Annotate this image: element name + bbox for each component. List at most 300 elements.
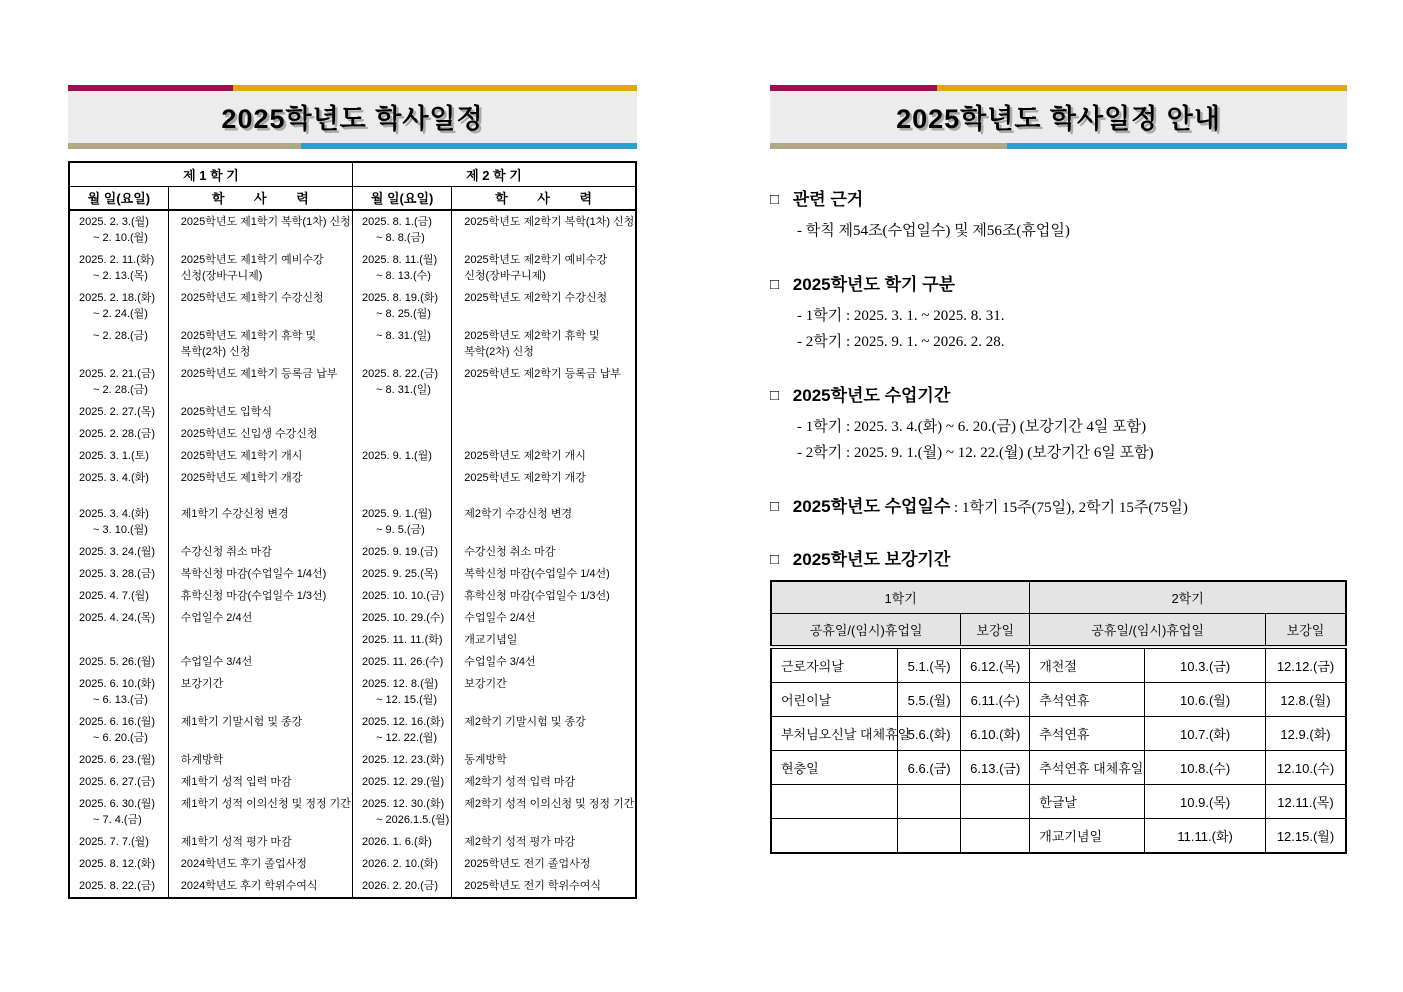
spacer-cell (452, 489, 636, 503)
date-text: 2025. 5. 26.(월) (79, 656, 156, 668)
event-text: 2025학년도 제2학기 휴학 및 (464, 330, 600, 342)
calendar-row (69, 875, 636, 898)
date-text: 2025. 3. 4.(화) (79, 508, 149, 520)
date-text: 2025. 12. 8.(월) (361, 678, 439, 690)
calendar-row (69, 673, 636, 711)
calendar-row (69, 771, 636, 793)
event-cell (452, 287, 636, 325)
event-text: 제2학기 성적 이의신청 및 정정 기간 (464, 798, 635, 810)
date-text: ~ 6. 13.(금) (93, 694, 148, 706)
date-text: 2025. 2. 18.(화) (79, 292, 156, 304)
event-text: 제2학기 성적 평가 마감 (464, 836, 576, 848)
date-cell (69, 210, 168, 249)
holiday-date-cell: 10.6.(월) (1145, 683, 1266, 717)
banner-body (68, 91, 637, 143)
section-heading (770, 274, 1347, 297)
date-text: 2025. 12. 23.(화) (361, 754, 445, 766)
gold-rule-segment (937, 85, 1347, 91)
holiday-name-cell: 부처님오신날 대체휴일 (771, 717, 898, 751)
date-cell (352, 563, 451, 585)
date-cell (352, 793, 451, 831)
date-cell (352, 711, 451, 749)
makeup-row (771, 717, 1346, 751)
calendar-row (69, 363, 636, 401)
section-item: - 학칙 제54조(수업일수) 및 제56조(휴업일) (797, 223, 1070, 239)
date-cell (352, 831, 451, 853)
event-cell (168, 467, 352, 489)
event-cell (168, 853, 352, 875)
square-bullet-icon: □ (770, 191, 780, 208)
title-banner-right (770, 85, 1347, 149)
event-cell (452, 445, 636, 467)
event-cell (168, 423, 352, 445)
event-cell (168, 673, 352, 711)
date-text: 2025. 12. 16.(화) (361, 716, 445, 728)
event-cell (168, 875, 352, 898)
banner-bottom-rule (68, 143, 637, 149)
event-cell (452, 673, 636, 711)
date-text: 2025. 7. 7.(월) (79, 836, 149, 848)
event-cell (168, 445, 352, 467)
date-cell (69, 651, 168, 673)
date-text: ~ 7. 4.(금) (93, 814, 142, 826)
event-cell (168, 287, 352, 325)
square-bullet-icon: □ (770, 498, 780, 515)
date-text: 2025. 3. 28.(금) (79, 568, 156, 580)
event-cell (168, 503, 352, 541)
date-text: 2025. 12. 30.(화) (361, 798, 445, 810)
event-cell (168, 401, 352, 423)
event-text: 동계방학 (464, 754, 507, 766)
date-text: ~ 8. 31.(일) (375, 330, 431, 342)
academic-calendar-table (68, 161, 637, 899)
date-text: 2025. 8. 22.(금) (79, 880, 156, 892)
date-cell (352, 673, 451, 711)
section-item: - 1학기 : 2025. 3. 1. ~ 2025. 8. 31. (797, 308, 1005, 324)
square-bullet-icon: □ (770, 387, 780, 404)
event-cell (168, 749, 352, 771)
date-text: 2025. 11. 26.(수) (361, 656, 444, 668)
event-cell (168, 607, 352, 629)
maroon-rule-segment (770, 85, 937, 91)
makeup-date-cell: 12.11.(목) (1266, 785, 1347, 819)
event-cell (452, 793, 636, 831)
event-text: 복학신청 마감(수업일수 1/4선) (464, 568, 610, 580)
date-cell (69, 423, 168, 445)
event-text: 수강신청 취소 마감 (464, 546, 556, 558)
event-text: 2025학년도 제1학기 개시 (180, 450, 303, 462)
section-heading-text: 2025학년도 보강기간 (788, 550, 951, 569)
event-cell (452, 607, 636, 629)
makeup-column-header: 보강일 (961, 614, 1030, 648)
calendar-row (69, 585, 636, 607)
calendar-spacer-row (69, 489, 636, 503)
section-heading (770, 549, 1347, 572)
date-text: ~ 12. 15.(월) (375, 694, 438, 706)
date-text: 2025. 2. 3.(월) (79, 216, 149, 228)
date-text: 2025. 2. 27.(목) (79, 406, 156, 418)
date-text: ~ 12. 22.(월) (375, 732, 438, 744)
calendar-row (69, 503, 636, 541)
date-text: 2025. 12. 29.(월) (361, 776, 445, 788)
date-text: 2025. 6. 10.(화) (79, 678, 156, 690)
holiday-name-cell: 근로자의날 (771, 647, 898, 683)
event-cell (168, 563, 352, 585)
holiday-date-cell: 5.5.(월) (898, 683, 961, 717)
date-text: ~ 6. 20.(금) (93, 732, 148, 744)
semester1-header: 제 1 학 기 (69, 162, 352, 187)
makeup-sem1-header: 1학기 (771, 581, 1030, 614)
banner-bottom-rule (770, 143, 1347, 149)
makeup-date-cell (961, 785, 1030, 819)
date-cell (69, 401, 168, 423)
makeup-date-cell: 6.12.(목) (961, 647, 1030, 683)
event-text: 수업일수 3/4선 (180, 656, 253, 668)
date-cell (352, 585, 451, 607)
holiday-name-cell (771, 785, 898, 819)
event-text: 2025학년도 입학식 (180, 406, 273, 418)
section-heading-text: 2025학년도 수업기간 (788, 386, 951, 405)
makeup-row (771, 751, 1346, 785)
calendar-row (69, 651, 636, 673)
event-cell (168, 249, 352, 287)
date-cell (69, 325, 168, 363)
event-cell (168, 585, 352, 607)
date-text: 2025. 9. 1.(월) (361, 450, 432, 462)
guide-section (770, 274, 1347, 355)
date-text: 2026. 2. 10.(화) (361, 858, 439, 870)
event-cell (452, 629, 636, 651)
section-heading (770, 496, 1347, 519)
guide-section (770, 189, 1347, 244)
event-cell (452, 853, 636, 875)
calendar-row (69, 325, 636, 363)
section-item: - 2학기 : 2025. 9. 1. ~ 2026. 2. 28. (797, 334, 1005, 350)
event-cell (452, 875, 636, 898)
event-text: 제2학기 기말시험 및 종강 (464, 716, 586, 728)
event-cell (168, 651, 352, 673)
date-text: 2025. 8. 19.(화) (361, 292, 439, 304)
makeup-date-cell: 6.10.(화) (961, 717, 1030, 751)
event-cell (452, 831, 636, 853)
event-text: 2025학년도 제1학기 수강신청 (180, 292, 324, 304)
event-text: 복학(2차) 신청 (180, 346, 251, 358)
calendar-row (69, 423, 636, 445)
holiday-name-cell: 추석연휴 (1030, 683, 1145, 717)
event-cell (452, 771, 636, 793)
date-cell (352, 749, 451, 771)
date-cell (69, 831, 168, 853)
page-left-academic-calendar (68, 85, 637, 899)
date-text: ~ 8. 8.(금) (375, 232, 425, 244)
date-text: ~ 2026.1.5.(월) (375, 814, 450, 826)
calendar-row (69, 445, 636, 467)
event-text: 2024학년도 후기 학위수여식 (180, 880, 318, 892)
event-text: 2025학년도 제1학기 예비수강 (180, 254, 324, 266)
square-bullet-icon: □ (770, 276, 780, 293)
guide-section (770, 549, 1347, 572)
calendar-row (69, 287, 636, 325)
event-cell (452, 563, 636, 585)
date-cell (69, 249, 168, 287)
event-text: 2025학년도 제2학기 복학(1차) 신청 (464, 216, 635, 228)
event-text: 수업일수 2/4선 (180, 612, 253, 624)
date-cell (352, 210, 451, 249)
section-heading (770, 189, 1347, 212)
event-cell (452, 711, 636, 749)
date-cell (69, 771, 168, 793)
event-cell (452, 325, 636, 363)
event-text: 신청(장바구니제) (180, 270, 263, 282)
calendar-row (69, 793, 636, 831)
date-cell (69, 541, 168, 563)
semester-header-row (69, 162, 636, 187)
date-cell (69, 607, 168, 629)
makeup-date-cell: 12.12.(금) (1266, 647, 1347, 683)
event-text: 제2학기 성적 입력 마감 (464, 776, 576, 788)
event-text: 2025학년도 제2학기 개강 (464, 472, 586, 484)
date-cell (69, 563, 168, 585)
date-text: ~ 2. 28.(금) (93, 330, 148, 342)
makeup-date-cell: 12.8.(월) (1266, 683, 1347, 717)
event-cell (452, 651, 636, 673)
date-text: 2025. 8. 1.(금) (361, 216, 432, 228)
holiday-date-cell: 10.3.(금) (1145, 647, 1266, 683)
date-cell (69, 629, 168, 651)
makeup-date-cell: 12.10.(수) (1266, 751, 1347, 785)
date-text: 2025. 8. 22.(금) (361, 368, 439, 380)
date-text: 2025. 10. 29.(수) (361, 612, 445, 624)
holiday-name-cell (771, 819, 898, 854)
date-cell (69, 503, 168, 541)
page-title-left: 2025학년도 학사일정 (221, 104, 484, 134)
page-right-guide (770, 85, 1347, 854)
date-cell (69, 363, 168, 401)
date-text: 2025. 9. 1.(월) (361, 508, 432, 520)
section-heading-text: 2025학년도 수업일수 (788, 497, 951, 516)
makeup-date-cell: 6.13.(금) (961, 751, 1030, 785)
date-text: 2025. 6. 23.(월) (79, 754, 156, 766)
makeup-semester-header-row (771, 581, 1346, 614)
calendar-row (69, 711, 636, 749)
section-inline-text: : 1학기 15주(75일), 2학기 15주(75일) (950, 500, 1188, 516)
calendar-row (69, 563, 636, 585)
date-text: ~ 8. 25.(월) (375, 308, 431, 320)
date-text: 2025. 6. 27.(금) (79, 776, 156, 788)
event-cell (168, 210, 352, 249)
event-text: 개교기념일 (464, 634, 518, 646)
date-cell (352, 363, 451, 401)
holiday-name-cell: 어린이날 (771, 683, 898, 717)
date-column-header: 월 일(요일) (69, 187, 168, 211)
holiday-name-cell: 추석연휴 대체휴일 (1030, 751, 1145, 785)
event-cell (168, 793, 352, 831)
event-cell (168, 325, 352, 363)
calendar-row (69, 629, 636, 651)
event-cell (452, 210, 636, 249)
date-cell (352, 401, 451, 423)
date-text: 2026. 1. 6.(화) (361, 836, 432, 848)
date-cell (69, 749, 168, 771)
date-text: 2025. 3. 1.(토) (79, 450, 149, 462)
column-header-row (69, 187, 636, 211)
calendar-row (69, 541, 636, 563)
date-cell (69, 585, 168, 607)
calendar-row (69, 831, 636, 853)
event-cell (452, 401, 636, 423)
holiday-date-cell: 10.9.(목) (1145, 785, 1266, 819)
holiday-date-cell: 10.8.(수) (1145, 751, 1266, 785)
event-text: 2025학년도 제1학기 휴학 및 (180, 330, 317, 342)
makeup-row (771, 647, 1346, 683)
event-text: 제2학기 수강신청 변경 (464, 508, 573, 520)
date-cell (352, 853, 451, 875)
date-text: 2025. 8. 12.(화) (79, 858, 156, 870)
date-text: ~ 8. 31.(일) (375, 384, 431, 396)
event-text: 휴학신청 마감(수업일수 1/3선) (464, 590, 610, 602)
holiday-date-cell: 5.6.(화) (898, 717, 961, 751)
makeup-row (771, 785, 1346, 819)
makeup-column-header-row (771, 614, 1346, 648)
date-cell (352, 325, 451, 363)
date-text: 2025. 2. 11.(화) (79, 254, 155, 266)
guide-section (770, 496, 1347, 519)
event-text: 복학(2차) 신청 (464, 346, 534, 358)
date-text: 2025. 2. 28.(금) (79, 428, 156, 440)
calendar-row (69, 853, 636, 875)
blue-rule-segment (1007, 143, 1347, 149)
makeup-date-cell: 12.9.(화) (1266, 717, 1347, 751)
event-cell (168, 363, 352, 401)
banner-top-rule (68, 85, 637, 91)
event-text: 제1학기 수강신청 변경 (180, 508, 289, 520)
date-cell (352, 287, 451, 325)
page-title-right: 2025학년도 학사일정 안내 (896, 104, 1221, 134)
date-cell (352, 629, 451, 651)
date-text: 2025. 4. 24.(목) (79, 612, 156, 624)
event-text: 수강신청 취소 마감 (180, 546, 272, 558)
event-text: 2025학년도 신입생 수강신청 (180, 428, 318, 440)
date-cell (352, 541, 451, 563)
date-text: 2025. 2. 21.(금) (79, 368, 156, 380)
date-text: 2026. 2. 20.(금) (361, 880, 439, 892)
section-heading-text: 관련 근거 (788, 190, 864, 209)
event-cell (452, 249, 636, 287)
date-text: ~ 2. 24.(월) (93, 308, 148, 320)
date-cell (352, 467, 451, 489)
date-text: ~ 2. 10.(월) (93, 232, 148, 244)
date-text: ~ 9. 5.(금) (375, 524, 425, 536)
title-banner-left (68, 85, 637, 149)
section-item: - 1학기 : 2025. 3. 4.(화) ~ 6. 20.(금) (보강기간 4일 포함) (797, 419, 1147, 435)
makeup-date-cell: 6.11.(수) (961, 683, 1030, 717)
holiday-column-header: 공휴일/(임시)휴업일 (1030, 614, 1266, 648)
event-text: 2024학년도 후기 졸업사정 (180, 858, 307, 870)
event-text: 보강기간 (180, 678, 224, 690)
date-cell (352, 771, 451, 793)
event-cell (452, 541, 636, 563)
event-cell (452, 423, 636, 445)
event-cell (168, 711, 352, 749)
guide-sections (770, 189, 1347, 572)
event-text: 2025학년도 제2학기 수강신청 (464, 292, 608, 304)
holiday-date-cell: 5.1.(목) (898, 647, 961, 683)
section-item: - 2학기 : 2025. 9. 1.(월) ~ 12. 22.(월) (보강기간 6일 포함) (797, 445, 1154, 461)
date-cell (69, 853, 168, 875)
holiday-date-cell: 6.6.(금) (898, 751, 961, 785)
date-cell (69, 673, 168, 711)
event-cell (168, 629, 352, 651)
calendar-row (69, 249, 636, 287)
date-text: 2025. 10. 10.(금) (361, 590, 445, 602)
holiday-name-cell: 현충일 (771, 751, 898, 785)
date-cell (352, 875, 451, 898)
event-cell (452, 749, 636, 771)
date-text: 2025. 6. 30.(월) (79, 798, 156, 810)
date-text: 2025. 4. 7.(월) (79, 590, 149, 602)
date-cell (352, 503, 451, 541)
date-text: ~ 8. 13.(수) (375, 270, 431, 282)
spacer-cell (168, 489, 352, 503)
date-text: ~ 3. 10.(월) (93, 524, 148, 536)
date-text: 2025. 3. 4.(화) (79, 472, 149, 484)
event-text: 복학신청 마감(수업일수 1/4선) (180, 568, 327, 580)
event-text: 휴학신청 마감(수업일수 1/3선) (180, 590, 327, 602)
event-text: 하계방학 (180, 754, 224, 766)
date-cell (69, 793, 168, 831)
holiday-date-cell: 11.11.(화) (1145, 819, 1266, 854)
calendar-row (69, 210, 636, 249)
calendar-row (69, 467, 636, 489)
date-text: ~ 2. 13.(목) (93, 270, 148, 282)
event-text: 제1학기 기말시험 및 종강 (180, 716, 303, 728)
event-cell (168, 771, 352, 793)
banner-top-rule (770, 85, 1347, 91)
date-text: 2025. 9. 19.(금) (361, 546, 439, 558)
makeup-date-cell (961, 819, 1030, 854)
square-bullet-icon: □ (770, 551, 780, 568)
event-text: 제1학기 성적 이의신청 및 정정 기간 (180, 798, 351, 810)
date-text: 2025. 8. 11.(월) (361, 254, 438, 266)
event-cell (452, 467, 636, 489)
date-cell (69, 467, 168, 489)
semester2-header: 제 2 학 기 (352, 162, 636, 187)
holiday-name-cell: 개천절 (1030, 647, 1145, 683)
calendar-column-header: 학 사 력 (168, 187, 352, 211)
holiday-date-cell (898, 819, 961, 854)
spacer-cell (352, 489, 451, 503)
holiday-column-header: 공휴일/(임시)휴업일 (771, 614, 961, 648)
tan-rule-segment (770, 143, 1007, 149)
date-cell (69, 711, 168, 749)
event-text: 2025학년도 제1학기 개강 (180, 472, 303, 484)
date-cell (352, 445, 451, 467)
holiday-name-cell: 개교기념일 (1030, 819, 1145, 854)
guide-section (770, 385, 1347, 466)
event-cell (452, 585, 636, 607)
banner-body (770, 91, 1347, 143)
event-cell (168, 831, 352, 853)
date-text: ~ 2. 28.(금) (93, 384, 148, 396)
calendar-row (69, 607, 636, 629)
holiday-name-cell: 추석연휴 (1030, 717, 1145, 751)
holiday-date-cell: 10.7.(화) (1145, 717, 1266, 751)
date-text: 2025. 3. 24.(월) (79, 546, 156, 558)
date-cell (352, 423, 451, 445)
maroon-rule-segment (68, 85, 233, 91)
event-cell (452, 363, 636, 401)
date-text: 2025. 11. 11.(화) (361, 634, 443, 646)
